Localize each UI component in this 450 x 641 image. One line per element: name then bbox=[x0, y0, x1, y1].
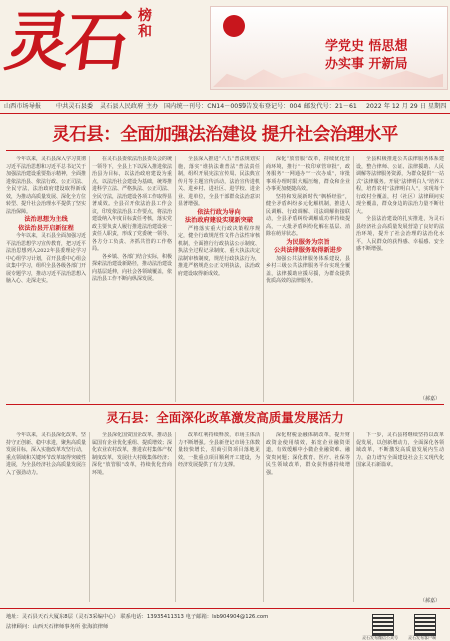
article2-paragraph: 深化财税金融体制改革，提升财政资金使用绩效，拓宽企业融资渠道，有效缓解中小微企业融资难、融资贵问题；深化教育、医疗、社保等民生领域改革，群众获得感持续增强。 bbox=[266, 432, 350, 476]
banner-line-2: 办实事 开新局 bbox=[325, 57, 408, 72]
logo-text: 灵石 bbox=[0, 5, 132, 80]
info-party: 中共灵石县委 bbox=[56, 103, 94, 110]
footer-legal-counsel: 法律顾问：山西天石律师事务所 张海滨律师 bbox=[6, 624, 109, 630]
article1-column-1 bbox=[6, 156, 86, 402]
article1-column-3 bbox=[178, 156, 260, 402]
article2-paragraph: 下一步，灵石县将继续坚持以改革促发展，以创新增动力，全面深化各领域改革，不断激发高质量发展内生动力，奋力谱写全面建设社会主义现代化国家灵石新篇章。 bbox=[356, 432, 444, 468]
column-rule bbox=[353, 432, 354, 602]
headline-divider bbox=[6, 150, 444, 151]
article2-column-3 bbox=[178, 432, 260, 602]
article1-column-5 bbox=[356, 156, 444, 394]
article1-paragraph: 全县法治建设的扎实推进，为灵石县经济社会高质量发展营造了良好的法治环境，提升了社会治理的法治化水平，人民群众的获得感、幸福感、安全感不断增强。 bbox=[356, 216, 444, 252]
footer bbox=[0, 608, 450, 641]
main-headline: 灵石县：全面加强法治建设 提升社会治理水平 bbox=[52, 125, 398, 145]
qr-label-app: 灵石发布客户端 bbox=[408, 635, 436, 640]
article1-subheading-2: 依法行政为导向 法治政府建设实现新突破 bbox=[184, 208, 254, 224]
article2-editor: （郝嘉） bbox=[420, 598, 441, 604]
article1-paragraph: 严格落实重大行政决策程序规定，健全行政规范性文件合法性审核机制，全面推行行政执法公示制度、执法全过程记录制度、重大执法决定法制审核制度，规范行政执法行为，推进严格规范公正文明执法，法治政府建设取得新成效。 bbox=[178, 225, 260, 277]
column-rule bbox=[89, 432, 90, 602]
logo-small-text: 榜和 bbox=[138, 8, 152, 40]
article1-paragraph: 坚持和发展新时代“枫桥经验”，健全矛盾纠纷多元化解机制，推进人民调解、行政调解、司法调解衔接联动，全县矛盾纠纷调解成功率持续提高，一大批矛盾纠纷化解在基层、消除在萌芽状态。 bbox=[266, 193, 350, 237]
article1-paragraph: 全县深入推进“八五”普法规划实施，落实“谁执法谁普法”普法责任制，组织开展宪法宣传周、民法典宣传月等主题宣传活动，法治宣传进机关、进乡村、进社区、进学校、进企业、进单位，全县干部群众法治意识显著增强。 bbox=[178, 156, 260, 207]
article2-paragraph: 改革红利持续释放，市场主体活力不断增强。全县新登记市场主体数量较快增长，招商引资项目落地见效，一批重点项目顺利开工建设，为经济发展提供了有力支撑。 bbox=[178, 432, 260, 468]
info-org: 山西市场导报 bbox=[4, 103, 42, 110]
column-rule bbox=[263, 432, 264, 602]
footer-address: 地址：灵石县天石大厦东8层（灵石3采编中心） 联系电话：13935411313 电子邮箱：lsb904904@126.com bbox=[6, 614, 269, 620]
party-emblem-icon bbox=[223, 15, 245, 37]
article2-column-1 bbox=[6, 432, 86, 602]
info-date: 2022 年 12 月 29 日 星期四 bbox=[366, 103, 447, 110]
article1-subheading-1: 法治思想为主线 依法治县开启新征程 bbox=[18, 216, 74, 232]
article2-paragraph: 全县深化国资国企改革，推动县属国有企业优化重组、提质增效；深化农业农村改革，推进农村集体产权制度改革，发展壮大村级集体经济；深化“放管服”改革，持续优化营商环境。 bbox=[92, 432, 172, 476]
info-host: 灵石县人民政府 bbox=[100, 103, 144, 110]
column-rule bbox=[175, 432, 176, 602]
masthead bbox=[0, 0, 450, 96]
article2-column-5 bbox=[356, 432, 444, 596]
banner-line-1: 学党史 悟思想 bbox=[325, 39, 408, 54]
article1-column-2 bbox=[92, 156, 172, 402]
article1-paragraph: 今年以来，灵石县深入学习贯彻习近平法治思想和习近平总书记关于加强法治建设重要指示精神，全面推进依法治县、依法行政、公正司法、全民守法，法治政府建设取得新成效，为推动高质量发展、深化全方位转型、提升社会治理水平提供了坚实法治保障。 bbox=[6, 156, 86, 215]
info-sponsor: 主办 bbox=[146, 103, 159, 110]
info-issn: 国内统一刊号：CN14－0059 bbox=[164, 103, 247, 110]
column-rule bbox=[175, 156, 176, 402]
article1-paragraph: 在灵石县委依法治县委员会的统一领导下，全县上下以深入推进依法治县为目标，以法治政府建设为重点，以法治社会建设为基础，统筹推进科学立法、严格执法、公正司法、全民守法，法治建设各项工作取得显著成效。全县召开依法治县工作会议，印发依法治县工作要点，将法治建设纳入年度目标责任考核，落实党政主要负责人履行推进法治建设第一责任人职责，形成了党委统一领导、各方分工负责、齐抓共管的工作格局。 bbox=[92, 156, 172, 252]
info-postal: 邮发代号：21－61 bbox=[304, 103, 357, 110]
article1-paragraph: 全县积极推进公共法律服务体系建设，整合律师、公证、法律援助、人民调解等法律服务资源，为群众提供“一站式”法律服务。开展“法律明白人”培养工程，培育农村“法律明白人”，实现每个行政村全覆盖，村（社区）法律顾问实现全覆盖，群众身边的法治力量不断壮大。 bbox=[356, 156, 444, 215]
article2-column-2 bbox=[92, 432, 172, 602]
article1-editor: （郝嘉） bbox=[420, 396, 441, 402]
slogan-banner bbox=[210, 6, 448, 90]
column-rule bbox=[263, 156, 264, 402]
article1-paragraph: 加强公共法律服务体系建设，县乡村三级公共法律服务平台实现全覆盖，法律援助应援尽援，为群众提供优质高效的法律服务。 bbox=[266, 255, 350, 284]
second-headline: 灵石县：全面深化改革激发高质量发展活力 bbox=[106, 410, 344, 425]
column-rule bbox=[89, 156, 90, 402]
qr-code-icon[interactable] bbox=[414, 614, 436, 636]
column-rule bbox=[353, 156, 354, 402]
article1-column-4 bbox=[266, 156, 350, 402]
article1-paragraph: 今年以来，灵石县全面加强习近平法治思想学习宣传教育，把习近平法治思想列入2022年县委理论学习中心组学习计划，召开县委中心组会议集中学习，组织全县各级各部门开展专题学习，推动习近平法治思想入脑入心、走深走实。 bbox=[6, 233, 86, 284]
section-divider bbox=[6, 404, 444, 405]
qr-code-icon[interactable] bbox=[372, 614, 394, 636]
article1-subheading-3: 为民服务为宗旨 公共法律服务取得新进步 bbox=[273, 238, 343, 254]
info-bar bbox=[0, 100, 450, 114]
article1-paragraph: 各乡镇、各部门结合实际，积极探索法治建设新路径，推动法治建设向基层延伸，向社会各领域覆盖，依法治县工作不断向纵深发展。 bbox=[92, 253, 172, 282]
newspaper-logo bbox=[0, 5, 174, 84]
article2-column-4 bbox=[266, 432, 350, 602]
qr-label-wechat: 灵石发布微信公众号 bbox=[362, 635, 398, 640]
article2-paragraph: 今年以来，灵石县深化改革，坚持守正创新、稳中求进，聚焦高质量发展目标，深入实施改革攻坚行动，重点领域和关键环节改革取得突破性进展，为全县经济社会高质量发展注入了强劲动力。 bbox=[6, 432, 86, 476]
info-ad-license: 广告发布登记号：004 bbox=[240, 103, 302, 110]
article1-paragraph: 深化“放管服”改革，持续优化营商环境，推行“一枚印章管审批”，政务服务“一网通办”“一次办成”，审批事项办理时限大幅压缩，群众和企业办事更加便捷高效。 bbox=[266, 156, 350, 192]
